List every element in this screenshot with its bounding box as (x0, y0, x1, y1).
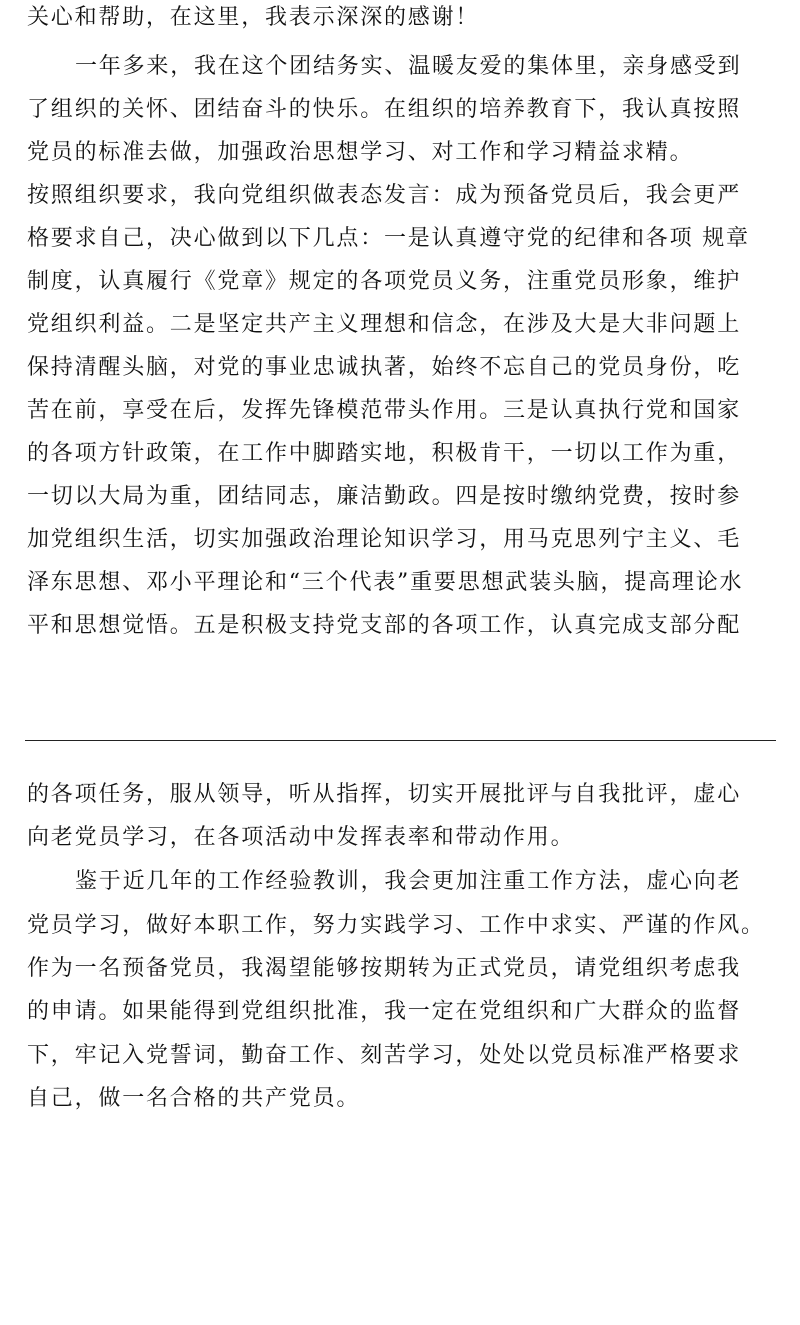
text-line: 泽东思想、邓小平理论和“三个代表”重要思想武装头脑，提高理论水 (27, 570, 744, 595)
text-line: 加党组织生活，切实加强政治理论知识学习，用马克思列宁主义、毛 (27, 527, 742, 552)
text-line: 平和思想觉悟。五是积极支持党支部的各项工作，认真完成支部分配 (27, 613, 742, 638)
text-line: 鉴于近几年的工作经验教训，我会更加注重工作方法，虚心向老 (75, 869, 742, 894)
text-line: 作为一名预备党员，我渴望能够按期转为正式党员，请党组织考虑我 (27, 956, 742, 981)
text-line: 党组织利益。二是坚定共产主义理想和信念，在涉及大是大非问题上 (27, 312, 742, 337)
text-line: 党员的标准去做，加强政治思想学习、对工作和学习精益求精。 (27, 140, 694, 165)
text-line: 苦在前，享受在后，发挥先锋模范带头作用。三是认真执行党和国家 (27, 398, 742, 423)
text-line: 格要求自己，决心做到以下几点：一是认真遵守党的纪律和各项 规章 (27, 226, 750, 251)
text-line: 向老党员学习，在各项活动中发挥表率和带动作用。 (27, 825, 575, 850)
page-separator (25, 740, 776, 741)
text-line: 保持清醒头脑，对党的事业忠诚执著，始终不忘自己的党员身份，吃 (27, 355, 742, 380)
text-line: 自己，做一名合格的共产党员。 (27, 1086, 361, 1111)
text-line: 党员学习，做好本职工作，努力实践学习、工作中求实、严谨的作风。 (27, 913, 765, 938)
text-line: 制度，认真履行《党章》规定的各项党员义务，注重党员形象，维护 (27, 269, 742, 294)
text-line: 按照组织要求，我向党组织做表态发言：成为预备党员后，我会更严 (27, 183, 742, 208)
text-line: 的申请。如果能得到党组织批准，我一定在党组织和广大群众的监督 (27, 999, 742, 1024)
text-line: 一切以大局为重，团结同志，廉洁勤政。四是按时缴纳党费，按时参 (27, 484, 742, 509)
text-line: 关心和帮助，在这里，我表示深深的感谢！ (27, 5, 480, 30)
text-line: 的各项方针政策，在工作中脚踏实地，积极肯干，一切以工作为重， (27, 441, 742, 466)
text-line: 下，牢记入党誓词，勤奋工作、刻苦学习，处处以党员标准严格要求 (27, 1043, 742, 1068)
text-line: 了组织的关怀、团结奋斗的快乐。在组织的培养教育下，我认真按照 (27, 97, 742, 122)
text-line: 一年多来，我在这个团结务实、温暖友爱的集体里，亲身感受到 (75, 54, 742, 79)
text-line: 的各项任务，服从领导，听从指挥，切实开展批评与自我批评，虚心 (27, 782, 742, 807)
